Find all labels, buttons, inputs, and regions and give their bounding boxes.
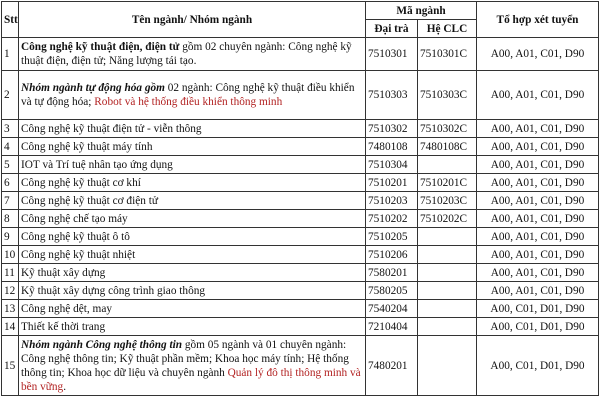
row-name [19,38,366,71]
table-row [2,282,599,300]
row-stt: 10 [2,246,19,264]
header-name: Tên ngành/ Nhóm ngành [19,2,366,38]
row-combo: A00, A01, C01, D90 [477,282,599,300]
row-combo: A00, C01, D01, D90 [477,300,599,318]
row-stt: 11 [2,264,19,282]
row-name-tail: . [63,380,67,393]
row-name: Công nghệ kỹ thuật điện tử - viễn thông [19,120,366,138]
row-code-standard: 7210404 [366,318,418,336]
row-name-bold: Nhóm ngành Công nghệ thông tin [21,338,183,351]
row-code-standard: 7510303 [366,71,418,120]
row-stt: 9 [2,228,19,246]
row-stt: 15 [2,336,19,396]
row-code-clc: 7480108C [418,138,477,156]
row-code-standard: 7510205 [366,228,418,246]
row-name: Kỹ thuật xây dựng [19,264,366,282]
row-code-clc [418,246,477,264]
row-code-standard: 7510302 [366,120,418,138]
row-code-standard: 7480201 [366,336,418,396]
row-name: Công nghệ kỹ thuật cơ khí [19,174,366,192]
row-stt: 5 [2,156,19,174]
header-code: Mã ngành [366,2,477,20]
table-row [2,300,599,318]
row-code-clc: 7510302C [418,120,477,138]
row-code-clc [418,318,477,336]
row-stt: 13 [2,300,19,318]
row-code-standard: 7510203 [366,192,418,210]
row-name: Công nghệ kỹ thuật cơ điện tử [19,192,366,210]
row-name-bold: Nhóm ngành tự động hóa gồm [21,82,165,94]
row-combo: A00, A01, C01, D90 [477,120,599,138]
row-combo: A00, A01, C01, D90 [477,174,599,192]
table-row [2,210,599,228]
header-code-standard: Đại trà [366,20,418,38]
row-code-clc [418,228,477,246]
table-row [2,192,599,210]
row-stt: 12 [2,282,19,300]
row-combo: A00, A01, C01, D90 [477,264,599,282]
row-code-standard: 7580201 [366,264,418,282]
table-row [2,246,599,264]
row-code-standard: 7580205 [366,282,418,300]
header-combo: Tổ hợp xét tuyển [477,2,599,38]
row-stt: 7 [2,192,19,210]
table-row [2,138,599,156]
row-name: Công nghệ kỹ thuật nhiệt [19,246,366,264]
row-combo: A00, A01, C01, D90 [477,228,599,246]
table-row [2,71,599,120]
row-name-red: Quản lý đô thị thông minh và bền vững [21,366,361,393]
row-stt: 2 [2,71,19,120]
row-name: Công nghệ dệt, may [19,300,366,318]
row-name: Công nghệ kỹ thuật ô tô [19,228,366,246]
row-name-rest: gồm 05 ngành và 01 chuyên ngành: Công nghệ thông tin; Kỹ thuật phần mềm; Khoa học máy tính; Hệ thống thông tin; Khoa học dữ liệu và chuyên ngành [21,338,349,379]
row-name: Kỹ thuật xây dựng công trình giao thông [19,282,366,300]
row-name [19,71,366,120]
table-row [2,264,599,282]
row-code-standard: 7510301 [366,38,418,71]
row-combo: A00, A01, C01, D90 [477,38,599,71]
row-stt: 6 [2,174,19,192]
row-code-clc [418,282,477,300]
row-stt: 14 [2,318,19,336]
row-combo: A00, A01, C01, D90 [477,138,599,156]
row-combo: A00, A01, C01, D90 [477,71,599,120]
table-row [2,38,599,71]
row-code-standard: 7510202 [366,210,418,228]
row-name: Thiết kế thời trang [19,318,366,336]
row-stt: 1 [2,38,19,71]
row-name: Công nghệ chế tạo máy [19,210,366,228]
table-row [2,336,599,396]
table-row [2,120,599,138]
row-stt: 4 [2,138,19,156]
row-code-standard: 7480108 [366,138,418,156]
row-name: IOT và Trí tuệ nhân tạo ứng dụng [19,156,366,174]
row-combo: A00, C01, D01, D90 [477,318,599,336]
table-row [2,174,599,192]
row-code-clc: 7510202C [418,210,477,228]
row-code-clc: 7510301C [418,38,477,71]
row-name-rest: 02 ngành: Công nghệ kỹ thuật điều khiển và tự động hóa; [21,82,355,108]
row-code-standard: 7510304 [366,156,418,174]
table-row [2,318,599,336]
row-code-standard: 7510206 [366,246,418,264]
table-row [2,156,599,174]
row-code-clc [418,264,477,282]
row-combo: A00, A01, C01, D90 [477,246,599,264]
row-code-standard: 7540204 [366,300,418,318]
table-row [2,228,599,246]
header-stt: Stt [2,2,19,38]
row-name-bold: Công nghệ kỹ thuật điện, điện tử [21,41,180,53]
row-name [19,336,366,396]
row-combo: A00, C01, D01, D90 [477,336,599,396]
admission-table [1,1,599,396]
row-code-clc [418,336,477,396]
row-code-clc: 7510203C [418,192,477,210]
row-code-clc [418,300,477,318]
row-combo: A00, A01, C01, D90 [477,210,599,228]
row-code-clc: 7510303C [418,71,477,120]
row-stt: 8 [2,210,19,228]
header-code-clc: Hệ CLC [418,20,477,38]
row-name-red: Robot và hệ thống điều khiển thông minh [94,96,283,108]
header-row [2,2,599,20]
row-combo: A00, A01, C01, D90 [477,156,599,174]
row-stt: 3 [2,120,19,138]
row-combo: A00, A01, C01, D90 [477,192,599,210]
row-name: Công nghệ kỹ thuật máy tính [19,138,366,156]
row-code-standard: 7510201 [366,174,418,192]
row-name-rest: gồm 02 chuyên ngành: Công nghệ kỹ thuật điện, điện tử; Năng lượng tái tạo. [21,41,352,67]
row-code-clc: 7510201C [418,174,477,192]
row-code-clc [418,156,477,174]
